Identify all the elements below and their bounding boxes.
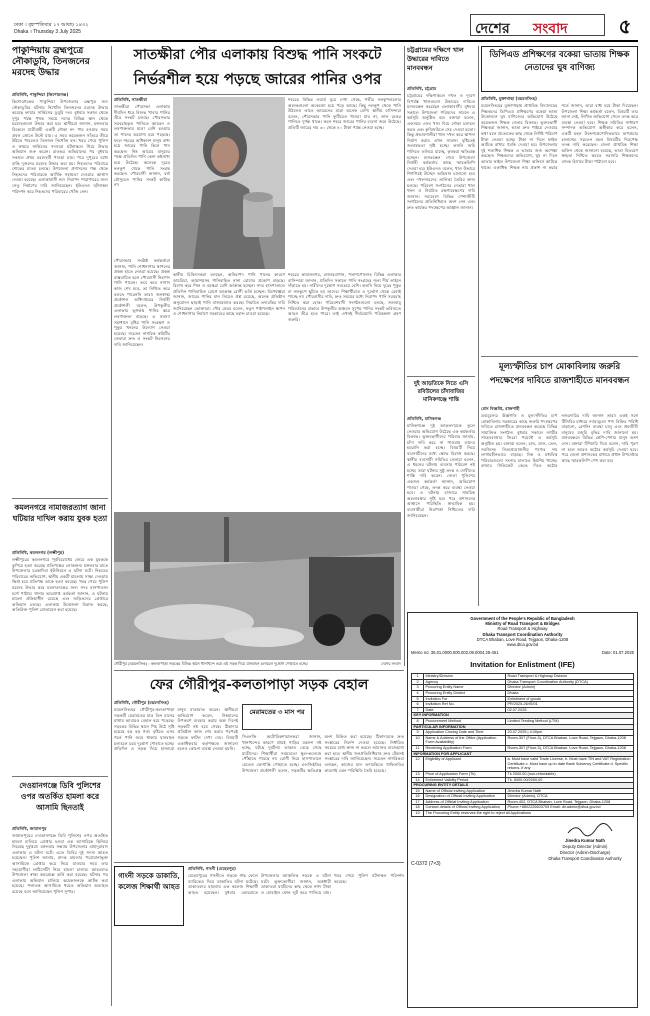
ad-sig-3: Director (Admin-Discharge) <box>559 849 611 855</box>
right-s2-byline: প্রেস বিজ্ঞপ্তি, রাজশাহী <box>481 406 520 411</box>
bottom-headline: ফের গৌরীপুর-কলতাপাড়া সড়ক বেহাল <box>149 677 369 693</box>
right-s2-body: দ্রব্যমূল্যের ঊর্ধ্বগতি ও মূল্যস্ফীতির চাপ মোকাবিলায় সরকারের কাছে জরুরি পদক্ষেপের দাবিতে রাজশাহীতে মানববন্ধন করেছে বিভিন্ন সামাজিক সংগঠন। বুধবার সকালে নগরীর সাহেববাজার জিরো পয়েন্টে এ কর্মসূচি অনুষ্ঠিত হয়। বক্তারা বলেন, চাল, ডাল, তেল, সবজিসহ নিত্যপ্রয়োজনীয় পণ্যের দাম লাগামহীনভাবে বাড়ছে। নিম্ন ও মধ্যবিত্ত পরিবারগুলো সংসার চালাতে হিমশিম খাচ্ছে। বাজার সিন্ডিকেট ভেঙে দিতে কঠোর নজরদারির দাবি জানান তারা। একই সঙ্গে টিসিবির মাধ্যমে ন্যায্যমূল্যে পণ্য বিক্রির পরিধি বাড়ানো, রেশনিং ব্যবস্থা চালু এবং শ্রমজীবী মানুষের মজুরি বৃদ্ধির দাবি জানানো হয়। মানববন্ধনে বিভিন্ন শ্রেণি-পেশার মানুষ অংশ নেন। বক্তারা হুঁশিয়ারি দিয়ে বলেন, দাবি পূরণ না হলে আরও কঠোর কর্মসূচি দেওয়া হবে। পরে জেলা প্রশাসকের মাধ্যমে প্রধান উপদেষ্টার কাছে স্মারকলিপি পেশ করা হয়। <box>481 413 638 469</box>
right-s2-headline: মূল্যস্ফীতির চাপ মোকাবিলায় জরুরি পদক্ষেপের দাবিতে রাজশাহীতে মানববন্ধন <box>489 362 630 386</box>
left-s3-body: জামালপুরের দেওয়ানগঞ্জে ডিবি পুলিশের ওপর অতর্কিত হামলা চালিয়ে গ্রেপ্তার হওয়া এক আসামিকে ছিনিয়ে নিয়েছে দুর্বৃত্তরা। মঙ্গলবার সন্ধ্যায় উপজেলার বাহাদুরাবাদ এলাকায় এ ঘটনা ঘটে। এতে ডিবির দুই সদস্য আহত হয়েছেন। পুলিশ জানায়, মাদক মামলার পরোয়ানাভুক্ত আসামিকে গ্রেপ্তার করে নিয়ে যাওয়ার সময় তার সহযোগীরা লাঠিসোঁটা নিয়ে হামলা চালায়। আহতদের উপজেলা স্বাস্থ্য কমপ্লেক্সে ভর্তি করা হয়েছে। ঘটনার পর এলাকায় অভিযান চালিয়ে কয়েকজনকে আটক করা হয়েছে। পলাতক আসামিকে ধরতে অভিযান অব্যাহত রয়েছে বলে জানিয়েছেন পুলিশ সুপার। <box>12 833 108 894</box>
ife-row-label: Date <box>424 707 506 713</box>
repair-box <box>242 704 312 730</box>
right-s1-byline: প্রতিনিধি, মুক্তাগাছা (ময়মনসিংহ) <box>481 96 537 101</box>
left-s2-headline: কমলনগরে নামাজরত্যাগ জানা ঘটিয়ার দাখিল করায় যুবক হত্যা <box>12 503 108 523</box>
mid-s2-headline: দুই আড়তিকে নিতে এসি রবিউলের চাঁদাবাজির মানিকগঞ্জে শান্তি <box>413 381 469 403</box>
bottom-second-rule <box>114 862 404 863</box>
bottom-s4-box <box>114 866 184 926</box>
ife-row-label: Enlistment Validity Period <box>424 777 506 783</box>
ife-row-value: Room-307 (Floor-3), DTCA Bhaban, Love Road, Tejgaon, Dhaka-1208 <box>506 745 634 751</box>
ife-row-label: Price of Application Form (Tk) <box>424 771 506 777</box>
lead-body-d: স্থানীয় চিকিৎসকরা বলছেন, অনিরাপদ পানি পানের কারণে ডায়রিয়া, আমাশয়সহ পানিবাহিত নানা রোগের প্রকোপ বাড়ছে। বিশেষ করে শিশু ও বয়স্করা বেশি আক্রান্ত হচ্ছেন। সদর হাসপাতালে প্রতিদিন পানিবাহিত রোগে আক্রান্ত রোগী ভর্তি হচ্ছেন। বিশেষজ্ঞরা জানান, জারের পানির মান নিয়েও প্রশ্ন রয়েছে, অনেক প্রতিষ্ঠান অনুমোদন ছাড়াই পানি বাজারজাত করছে। নিয়মিত তদারকির দাবি জানিয়েছেন ভোক্তারা। পৌর মেয়র বলেন, নতুন পাইপলাইন স্থাপন ও শোধনাগার নির্মাণে সরকারের কাছে বরাদ্দ চাওয়া হয়েছে। <box>173 272 285 317</box>
lead-byline: প্রতিনিধি, সাতক্ষীরা <box>114 97 147 102</box>
bottom-body-a: ময়মনসিংহের গৌরীপুর-কলতাপাড়া সড়কটি মেরামতের মাত্র তিন মাসের মাথায় আবারও বেহাল হয়ে পড়েছে। সড়কের বিভিন্ন স্থানে পিচ উঠে সৃষ্টি হয়েছে বড় বড় গর্ত। বৃষ্টিতে এসব গর্তে পানি জমে থাকায় যানবাহন চলাচলে চরম দুর্ভোগ পোহাতে হচ্ছে। প্রতিদিন এ সড়ক দিয়ে হাজারো মানুষ যাতায়াত করেন। স্থানীয়রা অভিযোগ করেন, নিম্নমানের উপকরণ ব্যবহার করায় অল্প দিনেই সড়কটি নষ্ট হয়ে গেছে। ঠিকাদার প্রতিষ্ঠান কাজ শেষ করার পরপরই সড়কে ফাটল দেখা দেয়। বিষয়টি একাধিকবার কর্তৃপক্ষকে জানানো হলেও কোনো ব্যবস্থা নেওয়া হয়নি। <box>114 707 238 752</box>
ife-row-value: a. Must have valid Trade License, b. Must have TIN and VAT Registration Certificate c. Must have up to date Bank Solvency Certificate d. Specific returns, if any <box>506 757 634 772</box>
ife-row-label: Contact details of Official Inviting Application <box>424 805 506 811</box>
left-s2-body: লক্ষ্মীপুরের কমলনগরে পূর্ববিরোধের জেরে এক যুবককে কুপিয়ে হত্যা করেছে প্রতিপক্ষের লোকজন। মঙ্গলবার রাতে উপজেলার চরকাদিরা ইউনিয়নে এ ঘটনা ঘটে। নিহতের পরিবারের অভিযোগ, স্থানীয় একটি মামলায় সাক্ষ্য দেওয়ায় ক্ষিপ্ত হয়ে প্রতিপক্ষ তাকে হত্যা করেছে। খবর পেয়ে পুলিশ মরদেহ উদ্ধার করে ময়নাতদন্তের জন্য সদর হাসপাতাল মর্গে পাঠায়। থানার ভারপ্রাপ্ত কর্মকর্তা জানান, এ ঘটনায় মামলা প্রক্রিয়াধীন রয়েছে এবং জড়িতদের গ্রেপ্তারে অভিযান চলছে। এলাকায় উত্তেজনা বিরাজ করছে, অতিরিক্ত পুলিশ মোতায়েন করা হয়েছে। <box>12 557 108 613</box>
signature-mark <box>566 823 616 837</box>
ife-row-label: Ministry/Division <box>424 674 506 680</box>
ife-row-number: 5 <box>412 696 424 702</box>
ife-row-number: 15 <box>412 788 424 794</box>
ife-row-label: Application Closing Date and Time <box>424 730 506 736</box>
ife-row-value: Director (Admin), DTCA <box>506 794 634 800</box>
ad-gov-line-5: DTCA Bhaban, Love Road, Tejgaon, Dhaka-1208 <box>476 636 569 642</box>
lead-body-c: পৌরসভার সংশ্লিষ্ট কর্মকর্তারা জানান, পানি শোধনাগার স্থাপনের প্রকল্প হাতে নেওয়া হয়েছে। প্রকল্প বাস্তবায়িত হলে পৌরবাসী নিরাপদ পানি পাবেন। তবে কবে নাগাদ কাজ শেষ হবে, তা নিশ্চিত করে বলতে পারেননি তারা। জনস্বাস্থ্য প্রকৌশল অধিদপ্তরের নির্বাহী প্রকৌশলী বলেন, উপকূলীয় এলাকায় ভূগর্ভস্থ পানির স্তরে লবণাক্ততা বাড়ছে। এ সমস্যা সমাধানে বৃষ্টির পানি সংরক্ষণ ও পুকুর খননের উদ্যোগ নেওয়া হয়েছে। সচেতন নাগরিক কমিটির নেতারা দ্রুত এ সংকট নিরসনের দাবি জানিয়েছেন। <box>114 258 170 347</box>
ad-sig-name: Jinedra Kumar Nath <box>565 837 605 843</box>
date-bn: ঢাকা । বৃহস্পতিবার ১৭ আষাঢ় ১৪৩২ <box>14 22 89 28</box>
ife-row <box>412 735 634 745</box>
ife-section-title: PARTICULAR INFORMATION <box>412 724 634 730</box>
bottom-story-rule <box>114 670 404 671</box>
ife-row-label: Address of Official Inviting Application <box>424 799 506 805</box>
lead-body-a: সাতক্ষীরা পৌরসভা এলাকায় দীর্ঘদিন ধরে বিশুদ্ধ খাবার পানির তীব্র সংকট চলছে। পৌরসভার সরবরাহকৃত পানিতে আয়রন ও লবণাক্ততার মাত্রা বেশি হওয়ায় তা পানের অযোগ্য হয়ে পড়েছে। ফলে শহরের অধিকাংশ মানুষ বাধ্য হয়ে জারের পানি কিনে পান করছেন। নিম্ন আয়ের মানুষের পক্ষে প্রতিদিন পানি কেনা কষ্টসাধ্য হয়ে উঠেছে। অনেকে দূরের নলকূপ থেকে পানি সংগ্রহ করছেন। পৌরবাসী জানান, বর্ষা মৌসুমেও পানির সংকট কাটছে না। <box>114 104 170 188</box>
ife-row <box>412 805 634 811</box>
ife-row-label: The Procuring Entity reserves the right to reject all Applications <box>424 811 634 817</box>
ife-row-label: Agency <box>424 679 506 685</box>
signature-icon <box>566 823 616 837</box>
ad-gov-line-6: www.dtca.gov.bd <box>506 642 539 648</box>
mid-col-rule <box>478 46 479 606</box>
left-s2-byline: প্রতিনিধি, কমলনগর (লক্ষ্মীপুর) <box>12 550 65 555</box>
ife-row-value: Enlistment of goods <box>506 696 634 702</box>
left-s1-body: কিশোরগঞ্জের পাকুন্দিয়া উপজেলার ব্রহ্মপুত্র নদে নৌকাডুবির ঘটনায় নিখোঁজ তিনজনের মরদেহ উদ্ধার করেছে ফায়ার সার্ভিসের ডুবুরি দল। বুধবার সকাল থেকে দুপুর পর্যন্ত পৃথক সময়ে নদের বিভিন্ন স্থান থেকে মরদেহগুলো উদ্ধার করা হয়। স্থানীয়রা জানান, মঙ্গলবার বিকেলে যাত্রীবাহী একটি নৌকা নদ পার হওয়ার সময় প্রবল স্রোতে উল্টে যায়। এ সময় কয়েকজন সাঁতরে তীরে উঠতে পারলেও তিনজন নিখোঁজ হন। খবর পেয়ে পুলিশ ও ফায়ার সার্ভিসের সদস্যরা ঘটনাস্থলে গিয়ে উদ্ধার অভিযান শুরু করেন। রাতভর অভিযানের পর বুধবার সকালে প্রথম মরদেহটি পাওয়া যায়। পরে দুপুরের মধ্যে বাকি দুজনের মরদেহ উদ্ধার করা হয়। নিহতদের পরিবারে শোকের মাতম চলছে। উপজেলা প্রশাসনের পক্ষ থেকে নিহতদের পরিবারকে আর্থিক সহায়তা দেওয়ার আশ্বাস দেওয়া হয়েছে। এলাকাবাসী নদে নিরাপদ পারাপারের জন্য সেতু নির্মাণের দাবি জানিয়েছেন। ইউএনও ঘটনাস্থল পরিদর্শন করে নিহতদের পরিবারের খোঁজ নেন। <box>12 99 108 194</box>
ife-row-value: 02.07.2025 <box>506 707 634 713</box>
road-photo <box>114 512 401 660</box>
ife-row <box>412 799 634 805</box>
ife-row-number: 1 <box>412 674 424 680</box>
ife-row-label: Procuring Entity Name <box>424 685 506 691</box>
ife-row-value: Tk 2000.00 (non-refundable) <box>506 771 634 777</box>
ife-row-value: Director (Admin) <box>506 685 634 691</box>
ad-code: C-0372 (7×3) <box>411 860 441 867</box>
bottom-byline: প্রতিনিধি, গৌরীপুর (ময়মনসিংহ) <box>114 700 169 705</box>
ad-memo: Memo no: 35.01.0000.000.002.09.0004.25-451 <box>411 650 499 656</box>
ife-row-number: 7 <box>412 707 424 713</box>
road-illustration <box>114 512 401 660</box>
ife-section-title: PROCURING ENTITY DETAILS <box>412 783 634 789</box>
ife-row-number: 8 <box>412 718 424 724</box>
mid-s2-body: মানিকগঞ্জে দুই আড়তদারকে তুলে নেওয়ার অভিযোগ উঠেছে এক কর্মকর্তার বিরুদ্ধে। ভুক্তভোগীদের পরিবার জানায়, চাঁদা দাবি করে না পাওয়ায় তাদের হয়রানি করা হচ্ছে। বিষয়টি নিয়ে ব্যবসায়ীদের মধ্যে ক্ষোভ বিরাজ করছে। স্থানীয় ব্যবসায়ী সমিতির নেতারা বলেন, এ ধরনের ঘটনায় ব্যবসার পরিবেশ নষ্ট হচ্ছে। তারা ঘটনার সুষ্ঠু তদন্ত ও দোষীদের শাস্তি দাবি করেন। জেলা পুলিশের একজন কর্মকর্তা জানান, অভিযোগ পাওয়া গেছে, তদন্ত করে ব্যবস্থা নেওয়া হবে। এ ঘটনায় বাজারে সাময়িক অচলাবস্থার সৃষ্টি হয়। পরে প্রশাসনের আশ্বাসে পরিস্থিতি স্বাভাবিক হয়। ব্যবসায়ীরা নিরাপত্তা নিশ্চিতের দাবি জানিয়েছেন। <box>407 423 475 518</box>
ife-row-value: Room-307 (Floor-3), DTCA Bhaban, Love Road, Tejgaon, Dhaka-1208 <box>506 735 634 745</box>
ife-row-number: 13 <box>412 771 424 777</box>
masthead <box>0 0 650 42</box>
ife-row-value: PR/2025-26/IS/01 <box>506 702 634 708</box>
ad-gov-line-1: Government of the People's Republic of Bangladesh <box>470 616 575 621</box>
ife-row-value: Limited Tending Method (LTM) <box>506 718 634 724</box>
ife-row-value: Dhaka Transport Coordination Authority (DTCA) <box>506 679 634 685</box>
date-en: Dhaka । Thursday 3 July 2025 <box>14 29 81 35</box>
woman-illustration <box>173 97 285 269</box>
ife-row-value: 20.07.2025 | 4.00pm <box>506 730 634 736</box>
lead-body-b: শহরের বিভিন্ন ওয়ার্ড ঘুরে দেখা গেছে, গভীর নলকূপগুলোর অনেকগুলো অকেজো হয়ে পড়ে আছে। কিছু নলকূপ থেকে পানি উঠলেও তাতে আয়রনের মাত্রা অনেক বেশি। স্থানীয় বাসিন্দারা বলেন, পৌরসভার পানি ফুটিয়েও খাওয়া যায় না, লাল রঙের পানিতে দুর্গন্ধ থাকে। ফলে শহরে জারের পানির ব্যবসা জমে উঠেছে। প্রতিটি জারের দাম ৩০ থেকে ৪০ টাকা পর্যন্ত নেওয়া হচ্ছে। <box>288 97 401 130</box>
ad-title: Invitation for Enlistment (IFE) <box>470 660 575 670</box>
ife-row-number: 6 <box>412 702 424 708</box>
repair-box-text: মেরামতের ৩ মাস পর <box>249 708 305 716</box>
ife-row-value: Tk. 5000.00/2000.00 <box>506 777 634 783</box>
ad-gov-line-4: Dhaka Transport Coordination Authority <box>482 631 563 637</box>
mid-s2-byline: প্রতিনিধি, মানিকগঞ্জ <box>407 416 442 421</box>
mid-divider <box>407 376 475 377</box>
ad-sig-4: Dhaka Transport Coordination Authority <box>548 855 622 861</box>
left-divider-2 <box>12 776 108 777</box>
ife-row-value: Road Transport & Highway Division <box>506 674 634 680</box>
ife-section-title: INFORMATION FOR APPLICANT <box>412 751 634 757</box>
left-s1-byline: প্রতিনিধি, পাকুন্দিয়া (কিশোরগঞ্জ) <box>12 92 69 97</box>
lead-headline-2: নির্ভরশীল হয়ে পড়ছে জারের পানির ওপর <box>133 70 382 88</box>
ife-row-number: 10 <box>412 735 424 745</box>
ife-row-label: Name of Official Inviting Application <box>424 788 506 794</box>
brand-logo <box>470 14 605 36</box>
ife-row-value: Room-402, DTCA Bhaban, Love Road, Tejgaon, Dhaka-1208 <box>506 799 634 805</box>
left-s3-headline: দেওয়ানগঞ্জে ডিবি পুলিশের ওপর অতর্কিত হামলা করে আসামি ছিনতাই <box>19 781 101 812</box>
lead-body-e: শহরের কামালনগর, রাজারবাগান, পলাশপোলসহ বিভিন্ন এলাকার বাসিন্দারা জানান, প্রতিদিন সকালে পানি সংগ্রহের জন্য দীর্ঘ লাইনে দাঁড়াতে হয়। নারীদের দুর্ভোগ সবচেয়ে বেশি। কলসি নিয়ে দূরের পুকুর বা নলকূপে ছুটতে হয় তাদের। শিক্ষার্থীরাও এ দুর্ভোগ থেকে রেহাই পাচ্ছে না। পৌরবাসীর দাবি, দ্রুত সময়ের মধ্যে নিরাপদ পানি সরবরাহ নিশ্চিত করা হোক। পরিবেশবাদী সংগঠনগুলো বলছে, জলবায়ু পরিবর্তনের প্রভাবে উপকূলীয় অঞ্চলে সুপেয় পানির সংকট ভবিষ্যতে আরও তীব্র হতে পারে। তাই এখনই দীর্ঘমেয়াদি পরিকল্পনা গ্রহণ জরুরি। <box>288 272 401 322</box>
ife-row <box>412 757 634 772</box>
ife-row-label: Procurement Method <box>424 718 506 724</box>
ife-row-number: 12 <box>412 757 424 772</box>
mid-s1-headline: চট্টগ্রামের দক্ষিণে খাল উদ্ধারের দাবিতে মানববন্ধন <box>407 46 464 72</box>
masthead-rule <box>12 40 638 42</box>
ife-row <box>412 811 634 817</box>
ife-row-number: 17 <box>412 799 424 805</box>
ife-row-value: Phone:+8802226603705 Email: dir.admin@dtca.gov.bd <box>506 805 634 811</box>
ife-row-label: Designation of Official Inviting Application <box>424 794 506 800</box>
ife-row-label: Procuring Entity District <box>424 691 506 697</box>
ife-table <box>411 673 634 816</box>
left-col-rule <box>111 46 112 1006</box>
right-divider <box>481 356 638 357</box>
lead-photo-woman <box>173 97 285 269</box>
lead-head-rule <box>114 94 401 95</box>
ife-row-number: 19 <box>412 811 424 817</box>
bottom-s4-body: মেহেরপুরের গাংনীতে সড়কে গাছ ফেলে ব্যারিকেড দিয়ে ডাকাতির ঘটনা ঘটেছে। ডাকাতদের হামলায় এক কলেজ শিক্ষার্থী আহত হয়েছেন। বুধবার ভোররাতে উপজেলার আঞ্চলিক সড়কে এ ঘটনা ঘটে। ভুক্তভোগীরা জানান, অস্ত্রধারী ডাকাতরা যাত্রীদের কাছ থেকে নগদ টাকা ও মোবাইল ফোন লুট করে পালিয়ে যায়। খবর পেয়ে পুলিশ ঘটনাস্থল পরিদর্শন করেছে। <box>188 873 404 895</box>
mid-s1-body: চট্টগ্রামের দক্ষিণাঞ্চলে দখল ও দূষণে বিপর্যস্ত খালগুলো উদ্ধারের দাবিতে মানববন্ধন করেছেন এলাকাবাসী। বুধবার সকালে উপজেলা পরিষদের সামনে এ কর্মসূচি অনুষ্ঠিত হয়। বক্তারা বলেন, একসময় এসব খাল দিয়ে নৌকা চলাচল করত এবং কৃষিজমিতে সেচ দেওয়া হতো। কিন্তু প্রভাবশালীরা খাল দখল করে স্থাপনা নির্মাণ করায় এখন সামান্য বৃষ্টিতেই জলাবদ্ধতা সৃষ্টি হচ্ছে। ফসলি জমি পানিতে তলিয়ে যাচ্ছে, কৃষকরা ক্ষতিগ্রস্ত হচ্ছেন। মানববন্ধন শেষে উপজেলা নির্বাহী কর্মকর্তার কাছে স্মারকলিপি দেওয়া হয়। ইউএনও বলেন, খাল উদ্ধারে শিগগিরই উচ্ছেদ অভিযান চালানো হবে এবং দখলদারদের তালিকা তৈরির কাজ চলছে। পরিবেশ সংগঠনের নেতারা খাল খনন ও নিয়মিত রক্ষণাবেক্ষণের দাবি জানান। সমাবেশে বিভিন্ন পেশাজীবী সংগঠনের প্রতিনিধিরাও অংশ নেন এবং দ্রুত কার্যকর পদক্ষেপের আহ্বান জানান। <box>407 93 475 210</box>
brand-part-b: সংবাদ <box>533 21 568 37</box>
ife-row-value: Dhaka <box>506 691 634 697</box>
right-s1-headline-box <box>481 46 638 92</box>
ife-row-label: Name & Address of the Office (Application Form Availability) <box>424 735 506 745</box>
left-divider-1 <box>12 498 108 499</box>
ife-row-label: Eligibility of Applicant <box>424 757 506 772</box>
ife-row <box>412 745 634 751</box>
ad-date: Date: 01.07.2025 <box>601 650 634 656</box>
road-photo-caption: গৌরীপুর (ময়মনসিংহ) : কলতাপাড়া সড়কের বিভিন্ন স্থানে খানাখন্দে ভরা এই সড়ক দিয়ে যানবাহন চলাচলে দুর্ভোগ পোহাতে হচ্ছে। <box>114 661 308 666</box>
ife-row-number: 9 <box>412 730 424 736</box>
ad-gov-line-3: Road Transport & Highway <box>497 626 548 632</box>
ife-row-label: Invitation For <box>424 696 506 702</box>
ife-row-number: 3 <box>412 685 424 691</box>
ife-row-number: 18 <box>412 805 424 811</box>
ad-sig-title: Deputy Director (Admin) <box>562 843 608 849</box>
ife-row-value: Jinedra Kumar Nath <box>506 788 634 794</box>
brand-part-a: দেশের <box>475 21 510 37</box>
right-s1-body: ময়মনসিংহের মুক্তাগাছায় প্রাথমিক বিদ্যালয়ের শিক্ষকদের ডিপিএড প্রশিক্ষণের বকেয়া ভাতা উত্তোলনে ঘুষ বাণিজ্যের অভিযোগ উঠেছে কয়েকজন শিক্ষক নেতার বিরুদ্ধে। ভুক্তভোগী শিক্ষকরা জানান, ভাতা দ্রুত পাইয়ে দেওয়ার কথা বলে প্রত্যেকের কাছ থেকে নির্দিষ্ট পরিমাণ টাকা নেওয়া হচ্ছে। টাকা না দিলে ফাইল আটকে রাখার হুমকি দেওয়া হয়। উপজেলার দুই শতাধিক শিক্ষক এ ভাতার জন্য অপেক্ষা করছেন। শিক্ষকদের অভিযোগ, ঘুষ না দিলে ভাতার ফাইল উপজেলা শিক্ষা অফিসে আটকে থাকে। একাধিক শিক্ষক নাম প্রকাশ না করার শর্তে জানান, তারা বাধ্য হয়ে টাকা দিয়েছেন। উপজেলা শিক্ষা কর্মকর্তা বলেন, বিষয়টি তার জানা নেই, লিখিত অভিযোগ পেলে তদন্ত করে ব্যবস্থা নেওয়া হবে। শিক্ষক সমিতির সাধারণ সম্পাদক অভিযোগ অস্বীকার করে বলেন, একটি মহল উদ্দেশ্যপ্রণোদিতভাবে অপপ্রচার চালাচ্ছে। সচেতন মহল বিষয়টির নিরপেক্ষ তদন্ত দাবি করেছেন। জেলা প্রাথমিক শিক্ষা অফিস থেকে জানানো হয়েছে, ভাতা বিতরণে স্বচ্ছতা নিশ্চিত করতে সরাসরি শিক্ষকদের ব্যাংক হিসাবে টাকা পাঠানো হবে। <box>481 103 638 170</box>
left-s1-headline: পাকুন্দিয়ায় ব্রহ্মপুত্রে নৌকাডুবি, তিনজনের মরদেহ উদ্ধার <box>12 46 90 78</box>
ife-row-number: 2 <box>412 679 424 685</box>
ife-row-label: Receiving Application Form <box>424 745 506 751</box>
bottom-s4-headline: গাংনী সড়কে ডাকাতি, কলেজ শিক্ষার্থী আহত <box>118 871 180 891</box>
bottom-s4-byline: প্রতিনিধি, গাংনী (মেহেরপুর) <box>188 866 236 871</box>
ife-row-number: 14 <box>412 777 424 783</box>
ife-section-title: KEY INFORMATION <box>412 713 634 719</box>
page-number: ৫ <box>618 14 632 38</box>
ife-row-label: Invitation Ref No. <box>424 702 506 708</box>
bottom-body-b: সিএনজি অটোরিকশাচালকরা জানান, খানাখন্দের কারণে প্রায়ই গাড়ির যন্ত্রাংশ নষ্ট হচ্ছে, ঘটছে দুর্ঘটনা। ভাড়াও বেড়ে গেছে যাত্রীদের। শিক্ষার্থীরা সময়মতো স্কুল-কলেজে পৌঁছাতে পারছে না। রোগী নিয়ে হাসপাতালে যেতেও ভোগান্তি পোহাতে হচ্ছে। এলজিইডির উপজেলা প্রকৌশলী বলেন, সড়কটির ক্ষতিগ্রস্ত অংশ চিহ্নিত করা হয়েছে। ঠিকাদারকে দ্রুত সংস্কারের নির্দেশ দেওয়া হয়েছে। নির্ধারিত সময়ের মধ্যে কাজ না করলে জামানত বাজেয়াপ্ত করা হবে। স্থানীয় জনপ্রতিনিধিরাও দ্রুত টেকসই সংস্কারের দাবি জানিয়েছেন। সচেতন নাগরিকরা বলছেন, কাজের মান তদারকিতে গাফিলতির কারণেই এমন পরিস্থিতি তৈরি হয়েছে। <box>242 734 404 773</box>
lead-col-rule <box>404 46 405 666</box>
mid-s1-byline: প্রতিনিধি, চট্টগ্রাম <box>407 86 437 91</box>
ad-gov-line-2: Ministry of Road Transport & Bridges <box>485 621 560 627</box>
right-s1-headline: ডিপিএড প্রশিক্ষণের বকেয়া ভাতায় শিক্ষক নেতাদের ঘুষ বাণিজ্য <box>489 50 630 73</box>
road-photo-credit: দেশের সংবাদ <box>381 661 401 666</box>
lead-headline-1: সাতক্ষীরা পৌর এলাকায় বিশুদ্ধ পানি সংকটে <box>133 47 382 63</box>
left-s3-byline: প্রতিনিধি, জামালপুর <box>12 826 47 831</box>
ife-row-number: 16 <box>412 794 424 800</box>
ife-row-number: 11 <box>412 745 424 751</box>
ife-ad <box>407 612 638 1008</box>
ife-row-number: 4 <box>412 691 424 697</box>
